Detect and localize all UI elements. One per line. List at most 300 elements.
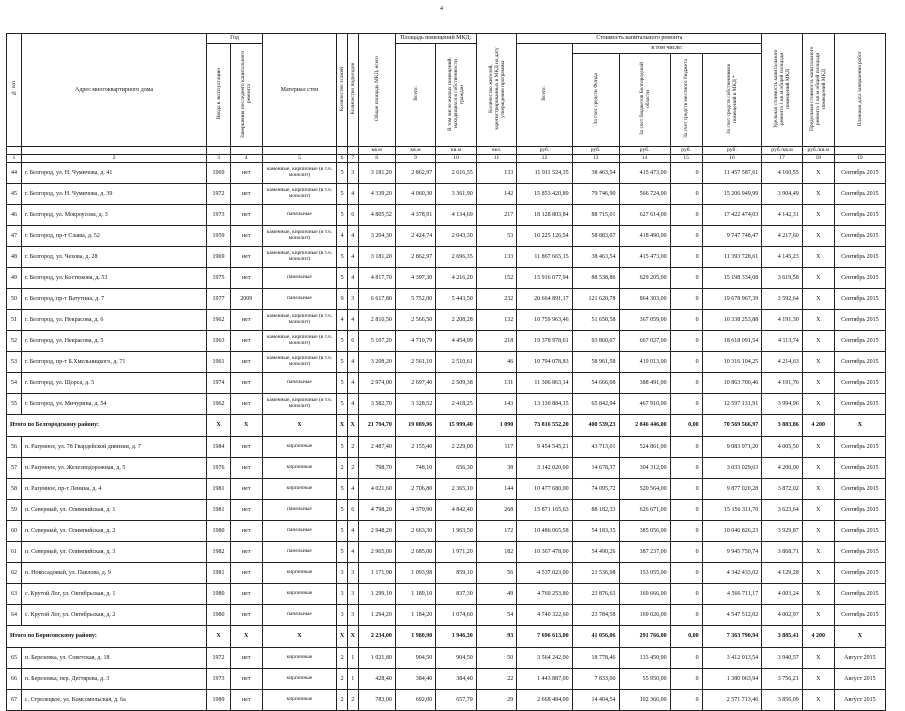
unit-cell: кв.м	[436, 147, 476, 155]
table-cell: 0	[670, 352, 702, 373]
unit-cell	[347, 147, 358, 155]
header-repair-cost: Стоимость капитального ремонта	[517, 34, 762, 44]
table-cell: 1 093,98	[395, 563, 435, 584]
table-cell: 0	[670, 521, 702, 542]
table-cell: Сентябрь 2015	[834, 373, 885, 394]
table-cell: 1 380 063,94	[702, 669, 762, 690]
table-cell: 3 756,21	[762, 669, 802, 690]
table-cell: 10 759 963,46	[517, 310, 572, 331]
table-cell: 11 306 863,14	[517, 373, 572, 394]
table-cell: 5	[337, 205, 348, 226]
table-cell: 46	[7, 205, 22, 226]
table-cell: X	[262, 415, 337, 437]
table-cell: 3 940,57	[762, 648, 802, 669]
table-row	[7, 648, 886, 669]
table-cell: 384,40	[395, 669, 435, 690]
table-cell: X	[802, 521, 834, 542]
unit-cell	[337, 147, 348, 155]
table-cell: 3	[347, 584, 358, 605]
table-cell: нет	[230, 690, 262, 711]
table-cell: 0	[670, 690, 702, 711]
table-cell: X	[207, 626, 230, 648]
table-cell: 4 214,63	[762, 352, 802, 373]
table-cell: 56	[7, 437, 22, 458]
table-cell: нет	[230, 648, 262, 669]
table-cell: 0	[670, 605, 702, 626]
table-cell: 3	[347, 563, 358, 584]
table-cell: каменные, кирпичные (в т.ч. монолит)	[262, 163, 337, 184]
table-cell: 5	[337, 542, 348, 563]
table-cell: 627 614,00	[619, 205, 670, 226]
table-row	[7, 500, 886, 521]
table-cell: 7 696 613,00	[517, 626, 572, 648]
table-cell: 3 361,90	[436, 184, 476, 205]
table-cell: 1980	[207, 584, 230, 605]
table-cell: X	[802, 373, 834, 394]
table-cell: 0,00	[670, 415, 702, 437]
table-row	[7, 289, 886, 310]
table-cell: 49	[7, 268, 22, 289]
table-cell: X	[802, 184, 834, 205]
table-cell: 67	[7, 690, 22, 711]
table-cell: 2	[337, 690, 348, 711]
table-cell: 2 229,00	[436, 437, 476, 458]
table-cell: 9 747 748,47	[702, 226, 762, 247]
table-cell: X	[347, 626, 358, 648]
table-cell: 864 303,00	[619, 289, 670, 310]
table-row	[7, 521, 886, 542]
table-cell: 2009	[230, 289, 262, 310]
table-cell: 4 134,69	[436, 205, 476, 226]
table-cell: 62	[7, 563, 22, 584]
table-cell: 74 095,72	[572, 479, 619, 500]
table-cell: 0,00	[670, 626, 702, 648]
table-cell: 143	[476, 394, 516, 415]
table-cell: 169 026,00	[619, 605, 670, 626]
table-cell: 4 805,52	[358, 205, 395, 226]
table-cell: 5 107,20	[358, 331, 395, 352]
table-cell: с. Крутой Лог, ул. Октябрьская, д. 2	[21, 605, 206, 626]
col-number: 18	[802, 155, 834, 163]
district-total-row	[7, 415, 886, 437]
table-cell: 1 184,20	[395, 605, 435, 626]
table-cell: 3 994,96	[762, 394, 802, 415]
table-cell: 1 971,20	[436, 542, 476, 563]
table-cell: 9 945 750,74	[702, 542, 762, 563]
table-cell: 387 237,00	[619, 542, 670, 563]
header-cost-owners: За счет средств собственников помещений в МКД *	[702, 54, 762, 147]
table-cell: 38 463,54	[572, 163, 619, 184]
table-cell: нет	[230, 247, 262, 268]
table-cell: 904,50	[395, 648, 435, 669]
header-premises-total: Всего:	[395, 44, 435, 147]
table-cell: 667 027,00	[619, 331, 670, 352]
table-cell: 14 404,54	[572, 690, 619, 711]
table-cell: 10 486 065,58	[517, 521, 572, 542]
table-cell: 4 817,70	[358, 268, 395, 289]
table-cell: 1 090	[476, 415, 516, 437]
table-cell: 3 181,20	[358, 247, 395, 268]
table-cell: 218	[476, 331, 516, 352]
table-cell: 47	[7, 226, 22, 247]
table-cell: X	[802, 648, 834, 669]
table-cell: 10 863 706,46	[702, 373, 762, 394]
table-cell: 0	[670, 184, 702, 205]
table-cell: 182	[476, 542, 516, 563]
table-cell: Август 2015	[834, 669, 885, 690]
table-cell: 5 443,50	[436, 289, 476, 310]
unit-cell: руб.	[702, 147, 762, 155]
table-cell: 11 393 728,61	[702, 247, 762, 268]
table-cell: 131	[476, 373, 516, 394]
table-row	[7, 226, 886, 247]
table-cell: 0	[670, 247, 702, 268]
table-cell: 0	[670, 479, 702, 500]
table-cell: 1969	[207, 163, 230, 184]
header-floors: Количество этажей	[337, 34, 348, 147]
col-number: 11	[476, 155, 516, 163]
table-cell: 1 980,90	[395, 626, 435, 648]
table-cell: Сентябрь 2015	[834, 247, 885, 268]
table-cell: 2 561,10	[395, 352, 435, 373]
table-row	[7, 268, 886, 289]
table-cell: нет	[230, 163, 262, 184]
table-cell: 22	[476, 669, 516, 690]
table-cell: 3 856,09	[762, 690, 802, 711]
header-cost-fund: За счет средств Фонда	[572, 54, 619, 147]
table-cell: 45	[7, 184, 22, 205]
table-cell: 0	[670, 542, 702, 563]
table-cell: 2	[347, 437, 358, 458]
table-cell: 1 946,30	[436, 626, 476, 648]
table-cell: г. Белгород, пр-т Б.Хмельницкого, д. 71	[21, 352, 206, 373]
table-cell: 6 617,80	[358, 289, 395, 310]
table-cell: X	[337, 415, 348, 437]
table-cell: 15 198 334,08	[702, 268, 762, 289]
table-cell: 4 740 322,60	[517, 605, 572, 626]
table-cell: 1962	[207, 394, 230, 415]
table-cell: 58 883,07	[572, 226, 619, 247]
table-cell: 1972	[207, 648, 230, 669]
table-cell: 4	[347, 310, 358, 331]
table-cell: 1972	[207, 184, 230, 205]
table-cell: X	[230, 626, 262, 648]
table-cell: 4 160,55	[762, 163, 802, 184]
table-cell: 54	[7, 373, 22, 394]
unit-cell	[230, 147, 262, 155]
table-cell: 15 999,40	[436, 415, 476, 437]
table-cell: 3 412 013,54	[702, 648, 762, 669]
table-cell: 5	[337, 352, 348, 373]
table-cell: г. Белгород, ул. Н. Чумичова, д. 41	[21, 163, 206, 184]
table-cell: 51 650,58	[572, 310, 619, 331]
table-cell: 4	[347, 268, 358, 289]
table-cell: 5	[337, 373, 348, 394]
table-cell: 4 200	[802, 415, 834, 437]
table-cell: 10 338 253,88	[702, 310, 762, 331]
table-cell: 2 974,00	[358, 373, 395, 394]
table-cell: 117	[476, 437, 516, 458]
table-cell: 2 668 484,00	[517, 690, 572, 711]
table-cell: 5 752,00	[395, 289, 435, 310]
table-cell: 4 566 711,17	[702, 584, 762, 605]
table-cell: 4 021,60	[358, 479, 395, 500]
table-row	[7, 310, 886, 331]
table-cell: каменные, кирпичные (в т.ч. монолит)	[262, 310, 337, 331]
table-cell: 2 487,40	[358, 437, 395, 458]
table-cell: панельные	[262, 605, 337, 626]
table-cell: нет	[230, 226, 262, 247]
table-cell: 18 128 803,84	[517, 205, 572, 226]
table-cell: нет	[230, 331, 262, 352]
table-cell: 48	[7, 247, 22, 268]
table-cell: 1981	[207, 500, 230, 521]
table-cell: 2 509,38	[436, 373, 476, 394]
table-cell: 60	[7, 521, 22, 542]
table-cell: X	[802, 331, 834, 352]
table-cell: 38	[476, 458, 516, 479]
table-cell: 415 473,00	[619, 163, 670, 184]
table-cell: 79 746,90	[572, 184, 619, 205]
col-number: 13	[572, 155, 619, 163]
table-cell: 656,30	[436, 458, 476, 479]
col-number: 3	[207, 155, 230, 163]
header-premises-owned: В том числе жилых помещений, находящихся в собственности граждан	[436, 44, 476, 147]
table-cell: г. Белгород, пр-т Ватутина, д. 7	[21, 289, 206, 310]
table-cell: Сентябрь 2015	[834, 521, 885, 542]
table-cell: X	[802, 500, 834, 521]
table-cell: 3 929,87	[762, 521, 802, 542]
table-cell: п. Северный, ул. Олимпийская, д. 3	[21, 542, 206, 563]
table-cell: 133	[476, 247, 516, 268]
table-cell: 4 113,74	[762, 331, 802, 352]
table-cell: 41 056,06	[572, 626, 619, 648]
table-cell: 3 619,58	[762, 268, 802, 289]
table-cell: Сентябрь 2015	[834, 437, 885, 458]
table-cell: 93	[476, 626, 516, 648]
table-cell: 859,10	[436, 563, 476, 584]
table-cell: X	[802, 584, 834, 605]
table-cell: 1980	[207, 521, 230, 542]
table-cell: 57	[7, 458, 22, 479]
table-cell: нет	[230, 500, 262, 521]
table-cell: кирпичные	[262, 584, 337, 605]
table-cell: 3	[337, 584, 348, 605]
table-cell: 388 491,00	[619, 373, 670, 394]
table-cell: 5	[337, 247, 348, 268]
table-cell: X	[802, 563, 834, 584]
header-cost-total: Всего:	[517, 44, 572, 147]
table-cell: 0	[670, 289, 702, 310]
table-cell: 153 055,00	[619, 563, 670, 584]
table-cell: 418 490,00	[619, 226, 670, 247]
table-cell: 0	[670, 563, 702, 584]
table-cell: кирпичные	[262, 563, 337, 584]
table-cell: г. Белгород, ул. Костюкова, д. 53	[21, 268, 206, 289]
table-cell: нет	[230, 458, 262, 479]
table-cell: кирпичные	[262, 690, 337, 711]
table-cell: 9 083 971,20	[702, 437, 762, 458]
table-cell: 65 842,94	[572, 394, 619, 415]
table-cell: 4 216,20	[436, 268, 476, 289]
table-cell: 2	[337, 458, 348, 479]
table-cell: X	[802, 205, 834, 226]
table-cell: 172	[476, 521, 516, 542]
table-cell: 54 490,26	[572, 542, 619, 563]
table-cell: 3	[347, 605, 358, 626]
table-cell: 2 566,50	[395, 310, 435, 331]
table-cell: Сентябрь 2015	[834, 226, 885, 247]
table-cell: 566 724,00	[619, 184, 670, 205]
table-cell: X	[337, 626, 348, 648]
table-cell: 629 205,00	[619, 268, 670, 289]
unit-cell: руб.	[670, 147, 702, 155]
table-cell: 1981	[207, 563, 230, 584]
table-row	[7, 331, 886, 352]
table-cell: Сентябрь 2015	[834, 458, 885, 479]
table-header	[7, 34, 886, 163]
table-row	[7, 479, 886, 500]
table-cell: 0	[670, 226, 702, 247]
table-cell: 4 217,60	[762, 226, 802, 247]
table-cell: 2 155,40	[395, 437, 435, 458]
table-cell: 2 365,10	[436, 479, 476, 500]
table-cell: 524 861,00	[619, 437, 670, 458]
table-cell: 1982	[207, 542, 230, 563]
table-cell: 1973	[207, 205, 230, 226]
unit-cell	[7, 147, 22, 155]
table-cell: 1 189,10	[395, 584, 435, 605]
table-cell: 4 710,79	[395, 331, 435, 352]
table-cell: 0	[670, 584, 702, 605]
table-cell: 2 862,97	[395, 163, 435, 184]
table-cell: 2 234,00	[358, 626, 395, 648]
table-cell: 59	[7, 500, 22, 521]
table-cell: 2 424,74	[395, 226, 435, 247]
table-cell: 12 597 131,91	[702, 394, 762, 415]
col-number: 14	[619, 155, 670, 163]
table-cell: 13 130 884,15	[517, 394, 572, 415]
table-cell: г. Белгород, ул. Мокроусова, д. 3	[21, 205, 206, 226]
table-cell: 2 685,00	[395, 542, 435, 563]
table-cell: 1984	[207, 437, 230, 458]
table-cell: каменные, кирпичные (в т.ч. монолит)	[262, 184, 337, 205]
table-cell: п. Северный, ул. Олимпийская, д. 2	[21, 521, 206, 542]
table-cell: г. Белгород, ул. Чехова, д. 28	[21, 247, 206, 268]
table-cell: Сентябрь 2015	[834, 394, 885, 415]
col-number: 2	[21, 155, 206, 163]
table-cell: 1	[347, 669, 358, 690]
table-cell: 6	[347, 205, 358, 226]
col-number: 1	[7, 155, 22, 163]
table-cell: нет	[230, 437, 262, 458]
table-cell: 1961	[207, 352, 230, 373]
table-cell: кирпичные	[262, 458, 337, 479]
header-limit-cost: Предельная стоимость капитального ремонта 1 кв.м общей площади помещений МКД	[802, 34, 834, 147]
table-cell: 4	[347, 521, 358, 542]
header-year-last-repair: Завершения последнего капитального ремонта	[230, 44, 262, 147]
table-cell: 2	[337, 669, 348, 690]
table-cell: 0	[670, 437, 702, 458]
table-cell: 0	[670, 458, 702, 479]
table-cell: 0	[670, 394, 702, 415]
table-cell: 43 713,01	[572, 437, 619, 458]
table-cell: 1 294,20	[358, 605, 395, 626]
table-cell: 415 473,00	[619, 247, 670, 268]
table-cell: X	[802, 690, 834, 711]
table-cell: нет	[230, 352, 262, 373]
table-cell: 142	[476, 184, 516, 205]
header-year: Год	[207, 34, 262, 44]
table-cell: 93 860,07	[572, 331, 619, 352]
table-cell: 367 059,00	[619, 310, 670, 331]
table-cell: 5	[337, 437, 348, 458]
header-address: Адрес многоквартирного дома	[21, 34, 206, 147]
page-number: 4	[440, 6, 443, 12]
table-cell: Сентябрь 2015	[834, 268, 885, 289]
table-cell: п. Березовка, ул. Советская, д. 18	[21, 648, 206, 669]
table-cell: 44	[7, 163, 22, 184]
table-cell: X	[802, 669, 834, 690]
table-cell: X	[230, 415, 262, 437]
table-cell: X	[802, 289, 834, 310]
table-cell: 5	[337, 331, 348, 352]
header-cost-regional: За счет бюджетов Белгородской области	[619, 54, 670, 147]
table-cell: 1974	[207, 373, 230, 394]
table-cell: 428,40	[358, 669, 395, 690]
table-cell: каменные, кирпичные (в т.ч. монолит)	[262, 331, 337, 352]
table-cell: X	[802, 605, 834, 626]
table-cell: 1	[347, 648, 358, 669]
table-cell: Сентябрь 2015	[834, 352, 885, 373]
header-year-commission: Ввода в эксплуатацию	[207, 44, 230, 147]
table-cell: 0	[670, 669, 702, 690]
header-wall-material: Материал стен	[262, 34, 337, 147]
table-cell: 10 046 826,23	[702, 521, 762, 542]
table-cell: 11 867 665,15	[517, 247, 572, 268]
table-cell: 1976	[207, 458, 230, 479]
table-cell: 748,10	[395, 458, 435, 479]
table-cell: 217	[476, 205, 516, 226]
repair-program-table	[6, 33, 886, 711]
table-cell: 18 778,46	[572, 648, 619, 669]
table-cell: 232	[476, 289, 516, 310]
table-cell: 3 181,20	[358, 163, 395, 184]
table-cell: X	[207, 415, 230, 437]
table-cell: 3 872,02	[762, 479, 802, 500]
table-cell: г. Белгород, ул. Мичурина, д. 54	[21, 394, 206, 415]
table-cell: 3 623,64	[762, 500, 802, 521]
table-cell: 15 853 420,89	[517, 184, 572, 205]
table-cell: 4 798,20	[358, 500, 395, 521]
table-cell: нет	[230, 605, 262, 626]
table-cell: 23 784,58	[572, 605, 619, 626]
table-cell: с. Стрелецкое, ул. Комсомольская, д. 6а	[21, 690, 206, 711]
table-cell: панельные	[262, 205, 337, 226]
table-cell: 19 678 967,39	[702, 289, 762, 310]
table-cell: 53	[7, 352, 22, 373]
table-cell: 144	[476, 479, 516, 500]
unit-cell: руб.	[517, 147, 572, 155]
table-cell: 5	[337, 394, 348, 415]
table-cell: 4	[347, 373, 358, 394]
table-cell: 0	[670, 163, 702, 184]
table-row	[7, 247, 886, 268]
table-cell: X	[802, 437, 834, 458]
table-cell: нет	[230, 563, 262, 584]
col-number: 6	[337, 155, 348, 163]
table-cell: 783,00	[358, 690, 395, 711]
